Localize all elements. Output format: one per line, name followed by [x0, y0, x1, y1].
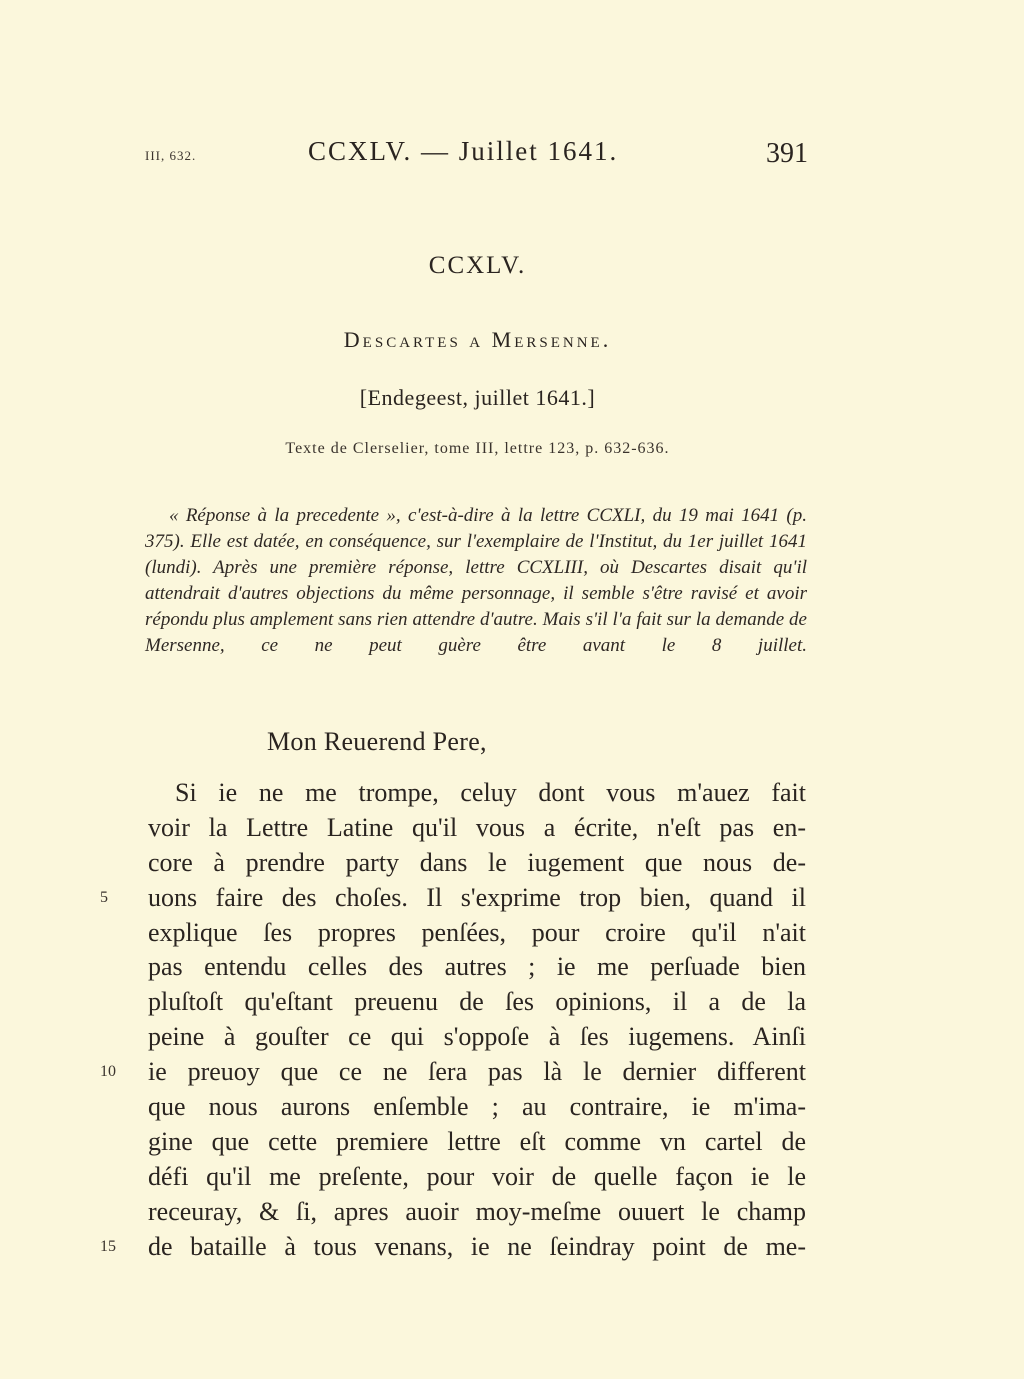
body-line [148, 950, 806, 985]
line-text: de bataille à tous venans, ie ne ſeindray point de me- [148, 1231, 806, 1261]
body-line [100, 1055, 806, 1090]
salutation: Mon Reuerend Pere, [267, 727, 487, 756]
running-title: CCXLV. — Juillet 1641. [308, 136, 619, 166]
line-text: uons faire des choſes. Il s'exprime trop bien, quand il [148, 882, 806, 912]
source-note: Texte de Clerselier, tome III, lettre 123, p. 632-636. [285, 440, 670, 457]
page-number: 391 [766, 138, 808, 169]
line-text: core à prendre party dans le iugement que nous de- [148, 847, 806, 877]
body-line [100, 1230, 806, 1265]
body-line [148, 1195, 806, 1230]
line-text: peine à gouſter ce qui s'oppoſe à ſes iugemens. Ainſi [148, 1022, 806, 1052]
body-line [148, 985, 806, 1020]
body-line [148, 1160, 806, 1195]
letter-number: CCXLV. [428, 252, 527, 279]
line-text: ie preuoy que ce ne ſera pas là le dernier different [148, 1057, 806, 1087]
editorial-introduction [145, 503, 807, 659]
body-line [148, 1090, 806, 1125]
line-number: 5 [100, 888, 108, 906]
running-head [145, 136, 810, 176]
volume-reference: III, 632. [145, 148, 197, 163]
body-line [148, 811, 806, 846]
line-text: pas entendu celles des autres ; ie me perſuade bien [148, 952, 806, 982]
line-text: voir la Lettre Latine qu'il vous a écrite, n'eſt pas en- [148, 812, 806, 842]
introduction-text: « Réponse à la precedente », c'est-à-dire à la lettre CCXLI, du 19 mai 1641 (p. 375). Elle est datée, en conséquence, sur l'exemplaire de l'Institut, du 1er juillet 1641 (lundi). Après une première réponse, lettre CCXLIII, où Descartes disait qu'il attendrait d'autres objections du même personnage, il semble s'être ravisé et avoir répondu plus amplement sans rien attendre d'autre. Mais s'il l'a fait sur la demande de Mersenne, ce ne peut guère être avant le 8 juillet. [145, 505, 807, 656]
line-text: que nous aurons enſemble ; au contraire, ie m'ima- [148, 1092, 806, 1122]
body-line [148, 1020, 806, 1055]
body-line [148, 846, 806, 881]
line-text: pluſtoſt qu'eſtant preuenu de ſes opinions, il a de la [148, 987, 806, 1017]
line-text: gine que cette premiere lettre eſt comme vn cartel de [148, 1126, 806, 1156]
letter-body [100, 776, 806, 1264]
body-line [148, 776, 806, 811]
body-line [100, 881, 806, 916]
line-number: 10 [100, 1063, 116, 1081]
line-number: 15 [100, 1237, 116, 1255]
place-and-date: [Endegeest, juillet 1641.] [359, 385, 596, 410]
line-text: explique ſes propres penſées, pour croire qu'il n'ait [148, 917, 806, 947]
line-text: défi qu'il me preſente, pour voir de quelle façon ie le [148, 1161, 806, 1191]
body-line [148, 916, 806, 951]
letter-addressee: Descartes a Mersenne. [343, 327, 612, 352]
body-line [148, 1125, 806, 1160]
line-text: Si ie ne me trompe, celuy dont vous m'auez fait [175, 778, 806, 807]
line-text: receuray, & ſi, apres auoir moy-meſme ouuert le champ [148, 1196, 806, 1226]
